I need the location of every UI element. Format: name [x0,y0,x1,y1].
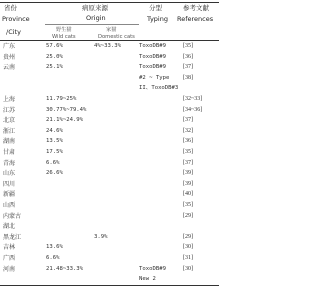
cell-province: 甘肃 [3,149,16,156]
cell-province: 山东 [3,170,16,178]
cell-ref: [35] [183,43,193,49]
cell-ref: [32] [183,127,193,134]
cell-typing: ToxoDB#9 [139,53,166,60]
cell-province: 云南 [3,64,16,72]
cell-domestic: 3.9% [94,233,108,240]
cell-wild: 21.48~33.3% [46,265,84,272]
cell-typing: ToxoDB#9 [139,64,166,71]
cell-typing: ToxoDB#9 [139,265,166,272]
cell-province: 黑龙江 [3,233,22,241]
cell-wild: 24.6% [46,127,63,134]
cell-province: 上海 [3,96,16,103]
header-midrule [45,24,139,25]
bottom-rule [0,285,219,286]
cell-ref: [40] [183,191,193,198]
cell-wild: 13.5% [46,138,63,145]
cell-province: 广东 [3,43,16,50]
cell-wild: 57.6% [46,43,63,49]
cell-province: 浙江 [3,127,16,135]
cell-typing: #2 ~ Type [139,74,170,81]
cell-province: 湖北 [3,223,16,231]
cell-wild: 26.6% [46,170,63,177]
header-origin-en: Origin [86,14,106,22]
header-domestic-zh: 家猫 [106,27,117,33]
cell-province: 河南 [3,265,16,273]
cell-wild: 25.0% [46,53,63,60]
header-domestic-en: Domestic cats [98,34,135,40]
header-city-en: /City [6,28,21,36]
cell-ref: [35] [183,149,193,155]
top-rule [0,2,219,3]
cell-province: 湖南 [3,138,16,146]
cell-province: 吉林 [3,244,16,252]
cell-wild: 17.5% [46,149,63,155]
cell-wild: 25.1% [46,64,63,71]
cell-ref: [38] [183,74,193,81]
cell-wild: 6.6% [46,159,60,166]
cell-typing: II、ToxoDB#3 [139,85,179,92]
cell-wild: 11.79~25% [46,96,77,102]
cell-ref: [32~33] [183,96,203,102]
cell-ref: [29] [183,212,193,219]
header-wild-zh: 野生猫 [56,27,72,33]
header-province-en: Province [2,15,30,23]
cell-province: 江苏 [3,106,16,114]
header-refs-en: References [177,15,214,23]
header-origin-zh: 病原来源 [82,4,108,12]
cell-ref: [39] [183,180,193,187]
header-province-zh: 省份 [4,4,17,12]
header-wild-en: Wild cats [52,34,76,40]
cell-ref: [36] [183,138,193,145]
cell-wild: 30.77%~79.4% [46,106,87,113]
cell-province: 青海 [3,159,16,167]
cell-province: 内蒙古 [3,212,22,220]
header-typing-en: Typing [147,15,168,23]
cell-ref: [30] [183,265,193,272]
header-typing-zh: 分型 [149,4,162,12]
cell-ref: [37] [183,117,193,124]
cell-province: 新疆 [3,191,16,199]
cell-wild: 13.6% [46,244,63,251]
cell-province: 贵州 [3,53,16,61]
cell-ref: [29] [183,233,193,240]
cell-domestic: 4%~33.3% [94,43,121,49]
cell-wild: 21.1%~24.9% [46,117,84,124]
cell-ref: [37] [183,64,193,71]
cell-ref: [34~36] [183,106,203,113]
cell-ref: [36] [183,53,193,60]
cell-province: 广西 [3,255,16,262]
cell-wild: 6.6% [46,255,60,261]
cell-typing: ToxoDB#9 [139,43,166,49]
cell-province: 四川 [3,180,16,188]
cell-ref: [30] [183,244,193,251]
cell-ref: [37] [183,159,193,166]
cell-typing: New 2 [139,276,156,283]
header-refs-zh: 参考文献 [183,4,209,12]
cell-ref: [31] [183,255,193,261]
cell-province: 北京 [3,117,16,125]
cell-ref: [39] [183,170,193,177]
cell-province: 山西 [3,202,16,209]
cell-ref: [35] [183,202,193,208]
